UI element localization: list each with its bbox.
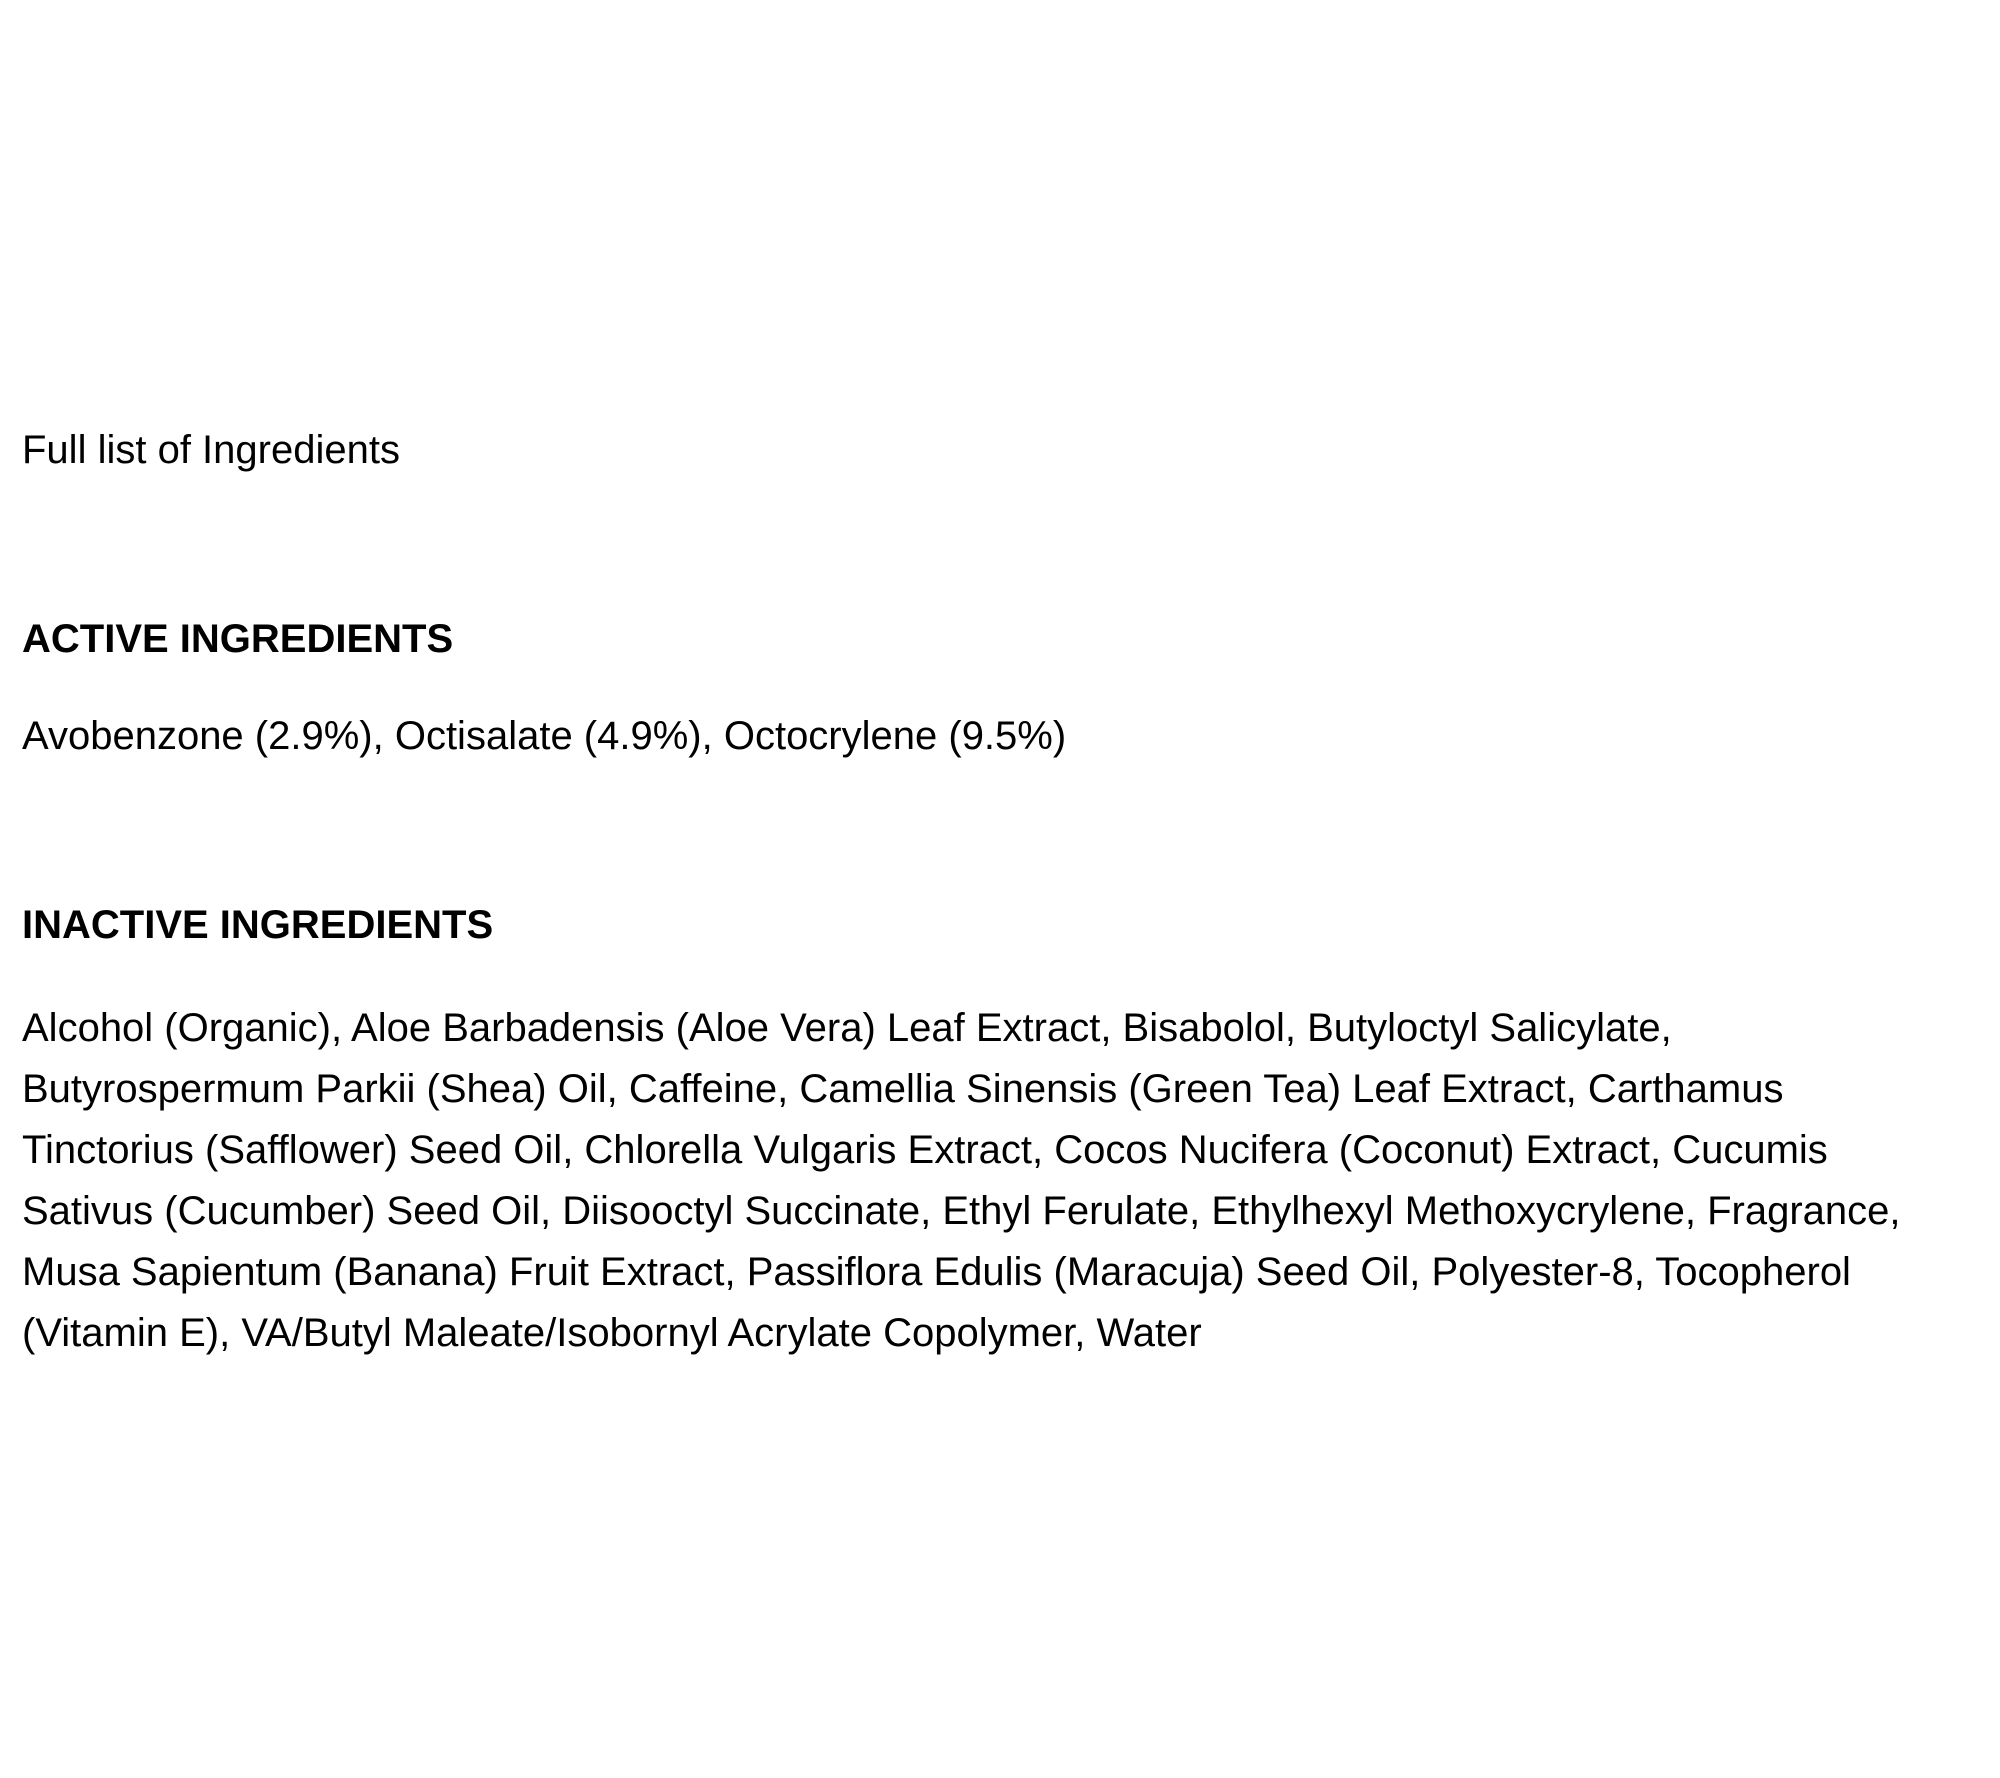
inactive-ingredients-line: (Vitamin E), VA/Butyl Maleate/Isobornyl Acrylate Copolymer, Water xyxy=(22,1311,1202,1355)
inactive-ingredients-list xyxy=(22,998,1982,1364)
inactive-ingredients-line: Sativus (Cucumber) Seed Oil, Diisooctyl Succinate, Ethyl Ferulate, Ethylhexyl Methoxycrylene, Fragrance, xyxy=(22,1189,1901,1233)
active-ingredients-list: Avobenzone (2.9%), Octisalate (4.9%), Octocrylene (9.5%) xyxy=(22,714,1067,758)
intro-title: Full list of Ingredients xyxy=(22,428,400,472)
inactive-ingredients-line: Musa Sapientum (Banana) Fruit Extract, Passiflora Edulis (Maracuja) Seed Oil, Polyester-8, Tocopherol xyxy=(22,1250,1851,1294)
active-ingredients-heading: ACTIVE INGREDIENTS xyxy=(22,617,454,661)
inactive-ingredients-line: Tinctorius (Safflower) Seed Oil, Chlorella Vulgaris Extract, Cocos Nucifera (Coconut) Extract, Cucumis xyxy=(22,1128,1828,1172)
inactive-ingredients-line: Butyrospermum Parkii (Shea) Oil, Caffeine, Camellia Sinensis (Green Tea) Leaf Extract, Carthamus xyxy=(22,1067,1784,1111)
inactive-ingredients-heading: INACTIVE INGREDIENTS xyxy=(22,903,494,947)
inactive-ingredients-line: Alcohol (Organic), Aloe Barbadensis (Aloe Vera) Leaf Extract, Bisabolol, Butyloctyl Salicylate, xyxy=(22,1006,1672,1050)
